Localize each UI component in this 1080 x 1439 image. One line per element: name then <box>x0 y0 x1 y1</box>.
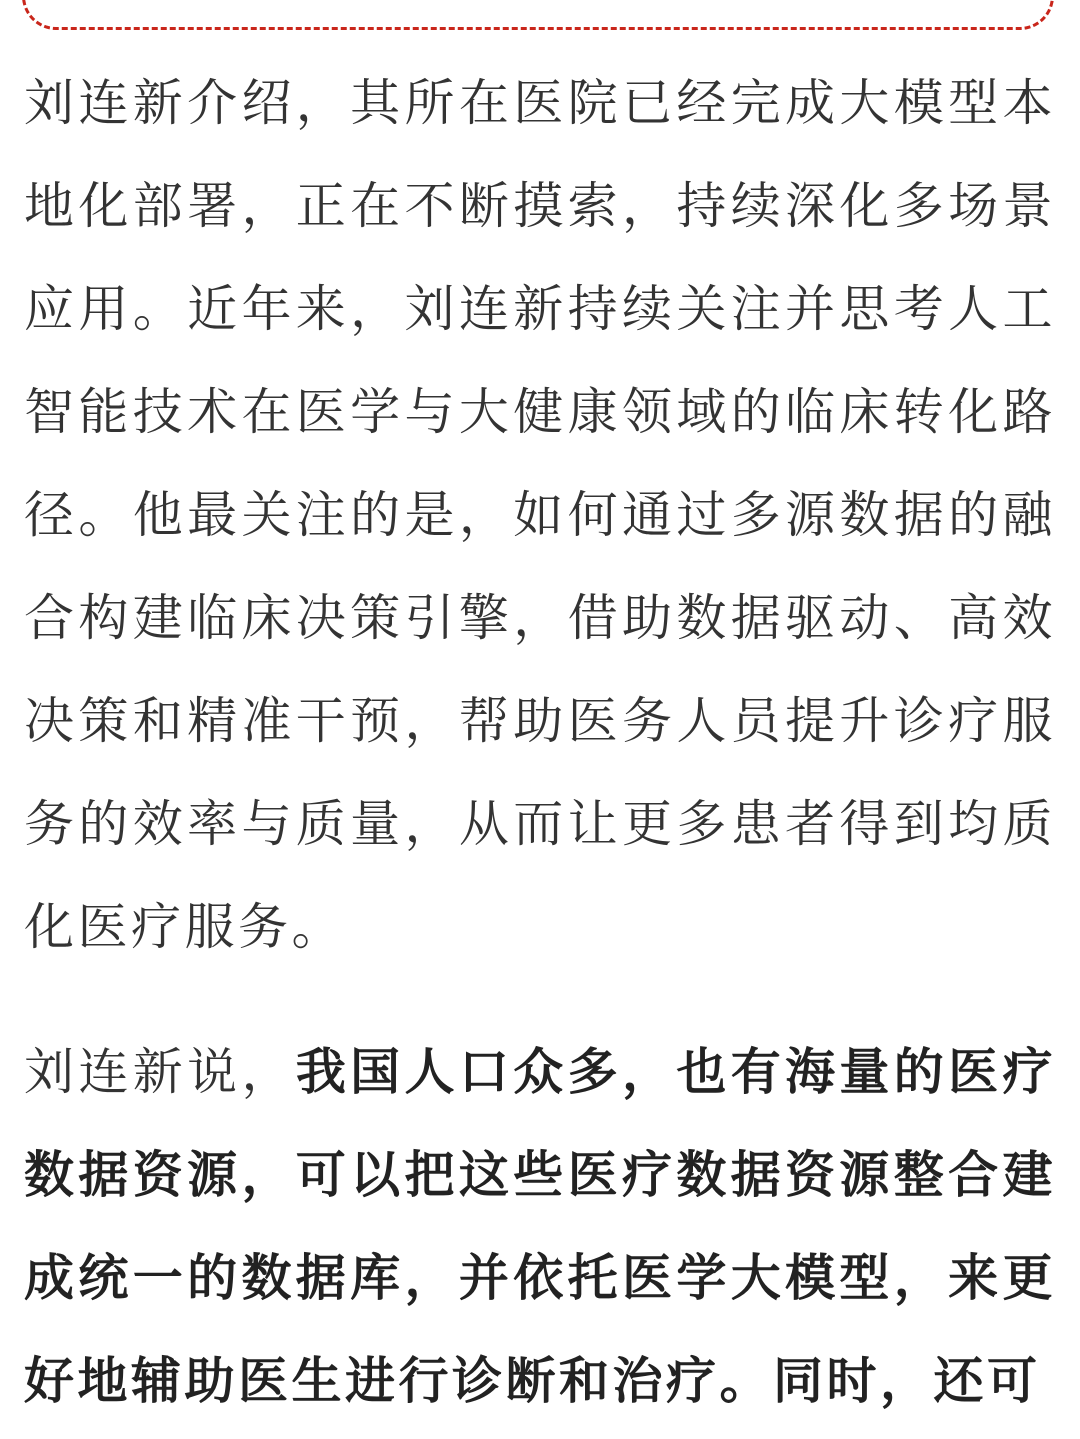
paragraph-intro <box>24 52 1056 979</box>
quote-box-bottom-border <box>22 0 1054 30</box>
paragraph-intro-text: 刘连新介绍，其所在医院已经完成大模型本地化部署，正在不断摸索，持续深化多场景应用。近年来，刘连新持续关注并思考人工智能技术在医学与大健康领域的临床转化路径。他最关注的是，如何通过多源数据的融合构建临床决策引擎，借助数据驱动、高效决策和精准干预，帮助医务人员提升诊疗服务的效率与质量，从而让更多患者得到均质化医疗服务。 <box>24 74 1056 956</box>
paragraph-quote <box>24 1021 1056 1433</box>
paragraph-quote-emphasis: 我国人口众多，也有海量的医疗数据资源，可以把这些医疗数据资源整合建成统一的数据库，并依托医学大模型，来更好地辅助医生进行诊断和治疗。同时，还可 <box>24 1043 1057 1410</box>
article-body <box>24 52 1056 1433</box>
paragraph-quote-lead: 刘连新说， <box>24 1043 296 1101</box>
